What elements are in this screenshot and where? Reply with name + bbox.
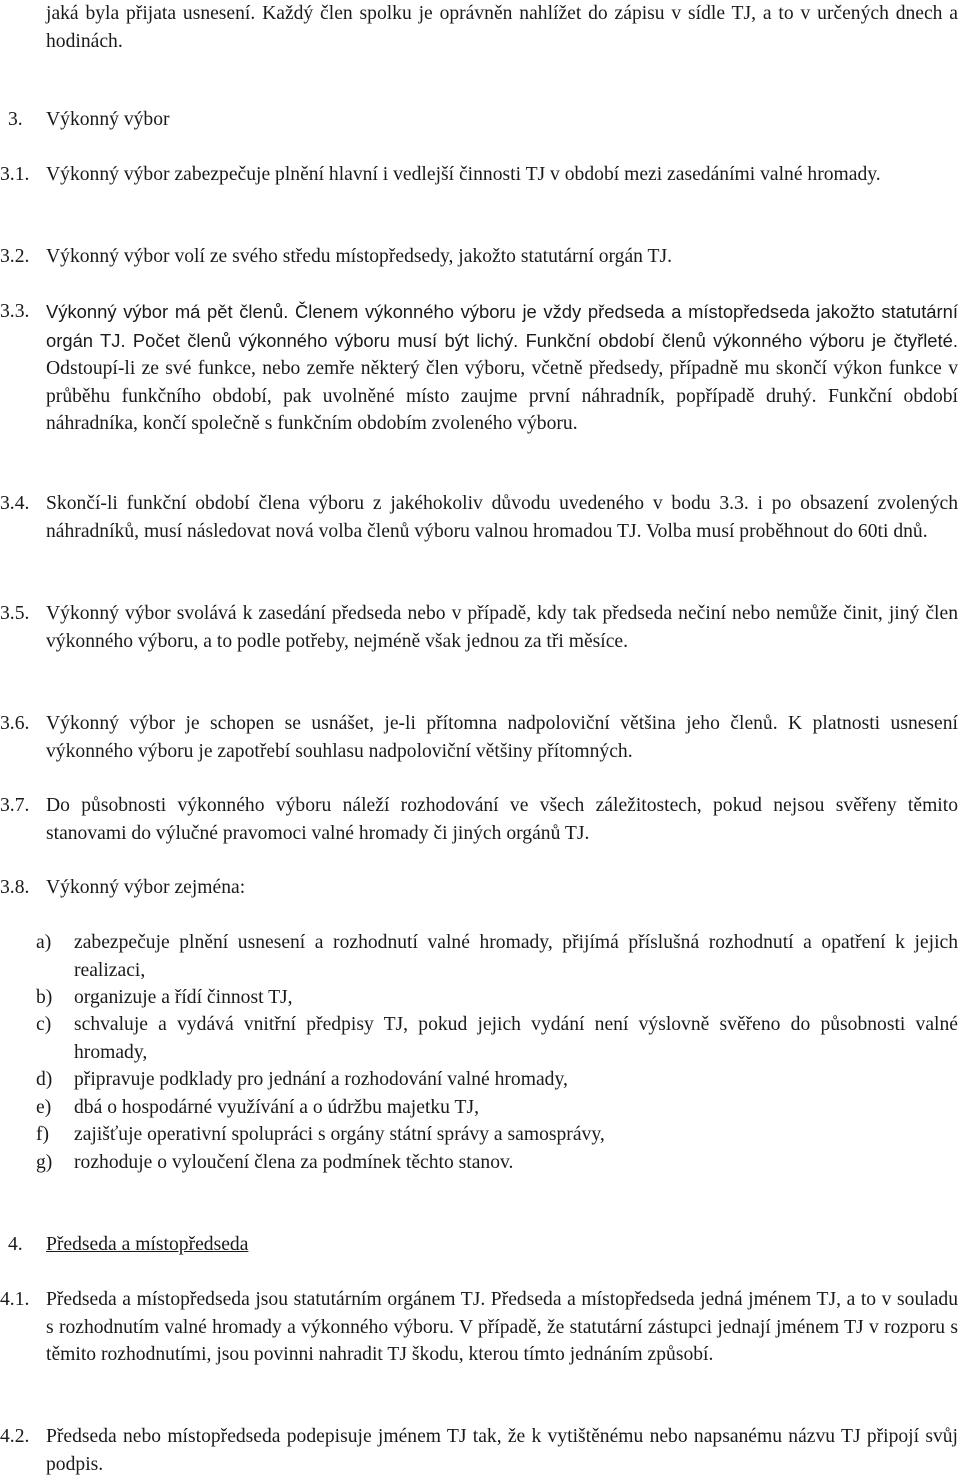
paragraph-number: 3.2. (0, 246, 30, 267)
paragraph-4-1 (0, 1286, 958, 1369)
paragraph-3-7 (0, 792, 958, 847)
paragraph-text: Výkonný výbor volí ze svého středu místopředsedy, jakožto statutární orgán TJ. (46, 246, 672, 267)
paragraph-3-1 (0, 161, 958, 189)
paragraph-text: Do působnosti výkonného výboru náleží rozhodování ve všech záležitostech, pokud nejsou svěřeny těmito stanovami do výlučné pravomoci valné hromady či jiných orgánů TJ. (46, 795, 958, 844)
paragraph-text: Předseda a místopředseda jsou statutárním orgánem TJ. Předseda a místopředseda jedná jménem TJ, a to v souladu s rozhodnutím valné hromady a výkonného výboru. V případě, že statutární zástupci jednají jménem TJ v rozporu s těmito rozhodnutími, jsou povinni nahradit TJ škodu, kterou tímto jednáním způsobí. (46, 1289, 958, 1366)
paragraph-text: Výkonný výbor svolává k zasedání předseda nebo v případě, kdy tak předseda nečiní nebo nemůže činit, jiný člen výkonného výboru, a to podle potřeby, nejméně však jednou za tři měsíce. (46, 603, 958, 652)
paragraph-3-5 (0, 600, 958, 655)
list-item-g (36, 1149, 958, 1177)
paragraph-number: 3.1. (0, 164, 30, 185)
paragraph-number: 3.3. (0, 301, 30, 322)
paragraph-number: 4.1. (0, 1289, 30, 1310)
list-label: e) (36, 1097, 52, 1118)
list-item-e (36, 1094, 958, 1122)
section-4-heading (8, 1231, 248, 1259)
paragraph-text: Výkonný výbor zabezpečuje plnění hlavní i vedlejší činnosti TJ v období mezi zasedáními valné hromady. (46, 164, 881, 185)
paragraph-text (46, 298, 958, 438)
paragraph-number: 4.2. (0, 1426, 30, 1447)
list-item-d (36, 1066, 958, 1094)
section-title: Předseda a místopředseda (46, 1234, 249, 1255)
list-text: rozhoduje o vyloučení člena za podmínek těchto stanov. (74, 1152, 514, 1173)
list-label: g) (36, 1152, 53, 1173)
paragraph-text: Výkonný výbor je schopen se usnášet, je-li přítomna nadpoloviční většina jeho členů. K platnosti usnesení výkonného výboru je zapotřebí souhlasu nadpoloviční většiny přítomných. (46, 713, 958, 762)
list-label: a) (36, 932, 52, 953)
list-item-b (36, 984, 958, 1012)
list-item-f (36, 1121, 958, 1149)
list-label: f) (36, 1124, 50, 1145)
section-title: Výkonný výbor (46, 109, 170, 130)
paragraph-number: 3.7. (0, 795, 30, 816)
paragraph-4-2 (0, 1423, 958, 1478)
paragraph-3-2 (0, 243, 958, 271)
section-3-heading (8, 106, 170, 134)
list-text: dbá o hospodárné využívání a o údržbu majetku TJ, (74, 1097, 480, 1118)
paragraph-text: Výkonný výbor zejména: (46, 877, 246, 898)
section-number: 4. (8, 1234, 23, 1255)
list-label: d) (36, 1069, 53, 1090)
paragraph-number: 3.6. (0, 713, 30, 734)
paragraph-text: Skončí-li funkční období člena výboru z jakéhokoliv důvodu uvedeného v bodu 3.3. i po obsazení zvolených náhradníků, musí následovat nová volba členů výboru valnou hromadou TJ. Volba musí proběhnout do 60ti dnů. (46, 493, 958, 542)
paragraph-text-part-1: Výkonný výbor má pět členů. Členem výkonného výboru je vždy předseda a místopředseda jakožto statutární orgán TJ. Počet členů výkonného výboru musí být lichý. Funkční období členů výkonného výboru je čtyřleté. (46, 301, 958, 351)
paragraph-3-4 (0, 490, 958, 545)
paragraph-text-part-2: Odstoupí-li ze své funkce, nebo zemře některý člen výboru, včetně předsedy, případně mu skončí výkon funkce v průběhu funkčního období, pak uvolněné místo zaujme první náhradník, popřípadě druhý. Funkční období náhradníka, končí společně s funkčním obdobím zvoleného výboru. (46, 358, 958, 435)
paragraph-3-8 (0, 874, 958, 902)
list-text: připravuje podklady pro jednání a rozhodování valné hromady, (74, 1069, 568, 1090)
list-label: c) (36, 1014, 52, 1035)
list-item-a (36, 929, 958, 984)
list-text: schvaluje a vydává vnitřní předpisy TJ, pokud jejich vydání není výslovně svěřeno do působnosti valné hromady, (74, 1014, 958, 1063)
list-label: b) (36, 987, 53, 1008)
paragraph-number: 3.8. (0, 877, 30, 898)
paragraph-number: 3.4. (0, 493, 30, 514)
list-text: zajišťuje operativní spolupráci s orgány státní správy a samosprávy, (74, 1124, 605, 1145)
paragraph-3-6 (0, 710, 958, 765)
intro-paragraph: jaká byla přijata usnesení. Každý člen spolku je oprávněn nahlížet do zápisu v sídle TJ, a to v určených dnech a hodinách. (46, 3, 958, 52)
paragraph-text: Předseda nebo místopředseda podepisuje jménem TJ tak, že k vytištěnému nebo napsanému názvu TJ připojí svůj podpis. (46, 1426, 958, 1475)
section-number: 3. (8, 109, 23, 130)
list-item-c (36, 1011, 958, 1066)
list-text: organizuje a řídí činnost TJ, (74, 987, 293, 1008)
list-text: zabezpečuje plnění usnesení a rozhodnutí valné hromady, přijímá příslušná rozhodnutí a opatření k jejich realizaci, (74, 932, 958, 981)
paragraph-number: 3.5. (0, 603, 30, 624)
paragraph-3-3 (0, 298, 958, 438)
